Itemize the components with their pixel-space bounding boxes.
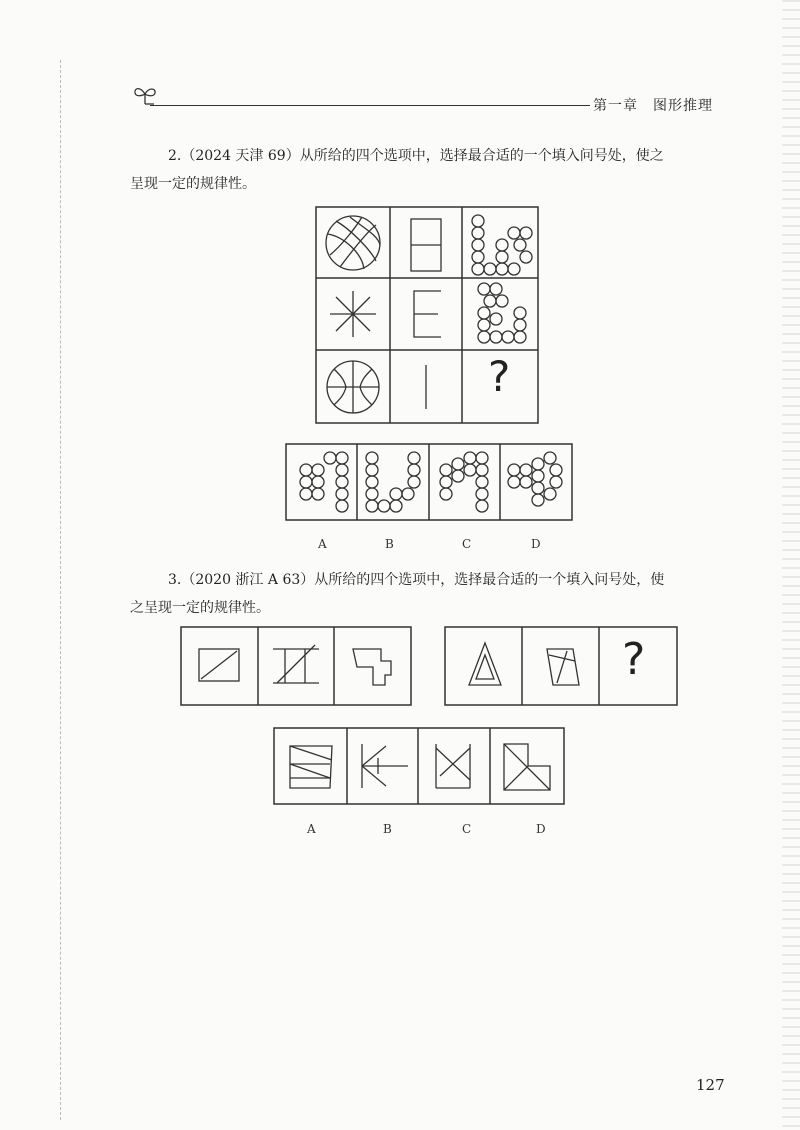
polyline-shape-figure <box>353 649 391 685</box>
option-b-figure <box>366 452 420 512</box>
option-d-figure <box>508 452 562 506</box>
option-c-figure <box>440 452 488 512</box>
option-a-figure <box>300 452 348 512</box>
question-3-line-2: 之呈现一定的规律性。 <box>130 600 270 616</box>
option-d-figure <box>504 744 550 790</box>
question-3-group-1 <box>181 627 411 705</box>
circles-figure-1 <box>472 215 532 275</box>
question-3-question-mark: ? <box>622 634 646 685</box>
option-a-figure <box>290 746 332 788</box>
question-3-option-d-label: D <box>536 822 546 836</box>
header-rule <box>150 105 590 106</box>
option-c-figure <box>436 744 470 788</box>
question-2-option-d-label: D <box>531 537 541 551</box>
question-2-option-c-label: C <box>462 537 472 551</box>
question-2-option-b-label: B <box>385 537 394 551</box>
rect-split-figure <box>411 219 441 271</box>
circles-figure-2 <box>478 283 526 343</box>
question-2-question-mark: ? <box>488 352 511 401</box>
question-3-option-a-label: A <box>307 822 316 836</box>
scan-margin-line <box>60 60 61 1120</box>
chapter-title: 第一章 图形推理 <box>593 98 713 114</box>
question-3-option-b-label: B <box>383 822 392 836</box>
page-number: 127 <box>696 1076 725 1094</box>
scan-edge-noise <box>782 0 800 1130</box>
asterisk-figure <box>330 291 376 337</box>
tilted-rect-figure <box>547 649 579 685</box>
option-b-figure <box>362 744 408 788</box>
rect-diagonal-figure <box>199 649 239 681</box>
question-2-option-a-label: A <box>318 537 327 551</box>
nested-triangle-figure <box>469 643 501 685</box>
question-2-line-2: 呈现一定的规律性。 <box>130 176 256 192</box>
crossed-rect-figure <box>273 645 319 683</box>
question-3-options[interactable] <box>274 728 564 804</box>
question-3-line-1: 3.（2020 浙江 A 63）从所给的四个选项中，选择最合适的一个填入问号处，使 <box>168 572 665 588</box>
question-3-option-c-label: C <box>462 822 472 836</box>
question-2-line-1: 2.（2024 天津 69）从所给的四个选项中，选择最合适的一个填入问号处，使之 <box>168 148 664 164</box>
circle-curves-figure <box>327 361 379 413</box>
letter-e-figure <box>414 291 441 337</box>
question-2-options[interactable] <box>286 444 572 520</box>
ball-figure <box>326 216 380 270</box>
